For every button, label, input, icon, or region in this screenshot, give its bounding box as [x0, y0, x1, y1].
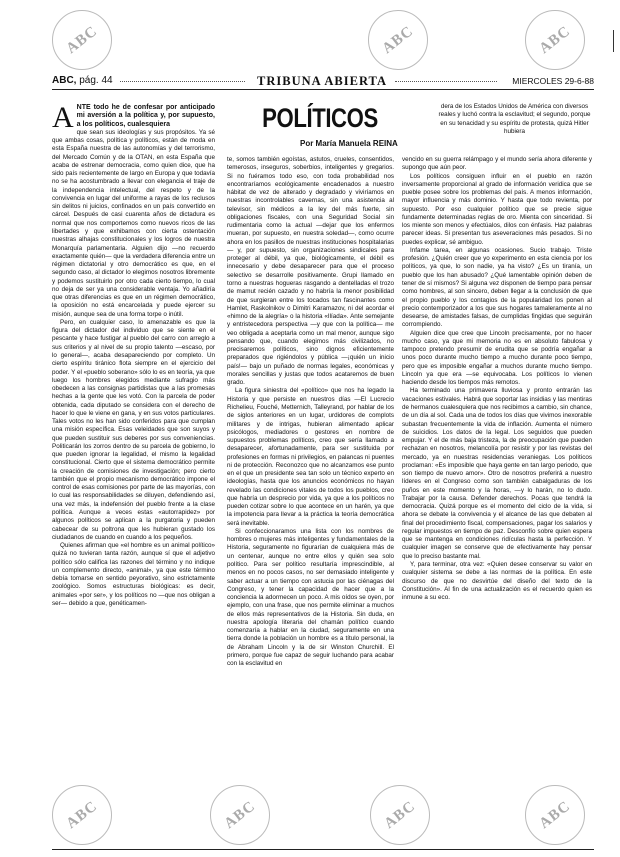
margin-mark [613, 30, 614, 52]
watermark-text: ABC [536, 22, 574, 57]
watermark-text: ABC [379, 22, 417, 57]
watermark-text: ABC [63, 797, 101, 832]
header-dotted-rule-right [395, 81, 497, 82]
article-byline: Por María Manuela REINA [300, 139, 398, 148]
article-column-2 [227, 156, 394, 668]
paragraph: Infame tarea, en algunas ocasiones. Sucio trabajo. Triste profesión. ¿Quién creer que yo experimento en esta ciencia por los políticos, ya que, lo son nadie, ya ha visto? ¿Es un tiranía, un pueblo que los han abusado? ¿Qué lamentable opinión deben de tener de sí mismos? Si alguna vez disponen de tiempo para pensar como hombres, al son sincero, deben llegar a la conclusión de que el propio pueblo y los contagios de la popularidad los ponen al precio contemporizador a los que sus hogares tamaleramente al no desearse, de amistades falsas, de cumplidas fingidas que seguirán corrompiendo. [402, 246, 592, 329]
watermark-text: ABC [63, 22, 101, 57]
watermark-text: ABC [381, 797, 419, 832]
paragraph: Si confeccionaramos una lista con los nombres de hombres o mujeres más inteligentes y fundamentales de la Historia, seguramente no figurarían de cualquiera más de un centenar, aunque no entre ellos y quién sea solo político. Para ser político resultaría imprescindible, al menos en no pocos casos, no ser demasiado inteligente y saber actuar a un tiempo con astucia por las ciénagas del Congreso, y tener la capacidad de hacer que a la conciencia la adormecen un poco. A mis oídos se oyen, por ejemplo, con una frase, que nos permite eliminar a muchos de ellos más representativos de la Historia. Sin duda, en nuestra apología literaria del chamán político cuando comenzaría a hablar en la ciudad, seguramente en una tierra donde la población un hombre es a título personal, la de Abraham Lincoln y la de sir Winston Churchill. El primero, porque fue capaz de seguir luchando para acabar con la esclavitud en [227, 527, 394, 668]
abc-watermark-stamp [52, 785, 112, 845]
abc-watermark-stamp [52, 10, 112, 70]
article-column-1 [52, 101, 215, 608]
article-column-3-top [437, 103, 592, 136]
paragraph: Alguien dice que cree que Lincoln precisamente, por no hacer mucho caso, ya que mi memoria no es en absoluto fabulosa y tampoco pretendo presumir de erudita que se podría engañar a unos poco durante mucho tiempo a mucho durante poco tiempo, pero que es imposible engañar a muchos durante mucho tiempo. Lincoln ya que era —se equivocaba. Los políticos lo vienen haciendo desde los tiempos más remotos. [402, 329, 592, 387]
paragraph: Y, para terminar, otra vez: «Quien desee conservar su valor en cualquier sistema se debe a las normas de la política. En este discurso de que no desvirtúe del diseño del texto de la Constitución». Al fin de una actualización es el recuerdo quien es inmune a su eco. [402, 561, 592, 602]
paragraph: vencido en su guerra relámpago y el mundo sería ahora diferente y supongo que aún peor. [402, 156, 592, 172]
header-section-title: TRIBUNA ABIERTA [257, 74, 387, 88]
header-dotted-rule-left [120, 81, 245, 82]
drop-cap: A [52, 101, 74, 134]
abc-watermark-stamp [368, 10, 428, 70]
header-section-label [52, 74, 113, 88]
article-column-3 [402, 156, 592, 602]
watermark-text: ABC [221, 797, 259, 832]
abc-watermark-stamp [525, 785, 585, 845]
abc-watermark-stamp [525, 10, 585, 70]
paragraph: te, somos también egoístas, astutos, crueles, consentidos, temerosos, inseguros, soberbios, inteligentes y gregarios. Si no fuéramos todo eso, con toda probabilidad nos encontraríamos ecológicamente encadenados a nuestro hábitat de vez de alterado y degradado y viviríamos en nuestras incontrolables cavernas, sin una asistencia al televisor, sin médicos a la ley del más fuerte, sin obligaciones fiscales, con una Seguridad Social sin rudimentaria como la actual —dejar que los enfermos mueran, por supuesto, en nuestra soledad—, como ocurre ahora en los pasillos de nuestras instituciones hospitalarias— y, por supuesto, sin organizaciones sindicales para proteger al débil, ya que, biológicamente, el débil es innecesario y debe desaparecer para que el proceso selectivo se desarrolle positivamente. Grupi llamado en torno a nuestras hogueras rasgando a dentelladas el trozo de mamut recién cazado y no habría la menor posibilidad de que surgieran entre los tocados tan fascinantes como Hamlet, Raskolnikov o Dimitri Karamazov, ni del acordar el «himno de la alegría» o la historia «Ilíada». Ante semejante y entristecedora perspectiva —y que con la política— me veo obligada a aceptarla como un mal menor, aunque sigo pensando que, cuando elegimos más civilizados, no precisaremos políticos, sino dignos eficientemente preparados que rigiéndolos y pública —¡quién un inicio país!— bajo un puñado de normas legales, económicas y morales sencillas y justas que todos acataremos de buen grado. [227, 156, 394, 387]
footer-rule [52, 849, 594, 850]
paragraph: que sean sus ideologías y sus propósitos. Ya sé que ambas cosas, política y políticos, están de moda en esta España nuestra de las autonomías y del terrorismo, del Mercado Común y de la OTAN, en esta España que acaba de estrenar democracia, como quien dice, que ha sido país recientemente de largo en Europa y que todavía no se ha acostumbrado a llevar con elegancia el traje de la independencia intelectual, del respeto y de la convivencia en lugar del uniforme a rayas de los reclusos sin delitos ni juicios, confinados en un país convertido en cárcel. Después de casi cuarenta años de dictadura es normal que nos comportemos como nuevos ricos de las libertades y que exhibamos con cierta ostentación nuestras alhajas constitucionales y los logros de nuestra Monarquía parlamentaria. Alguien dijo —no recuerdo exactamente quién— que la verdadera diferencia entre un régimen dictatorial y otro democrático es que, en el segundo caso, al dictador lo elegimos nosotros libremente y podemos sustituirlo por otro cada cierto tiempo, lo cual no deja de ser ya una considerable ventaja. Yo añadiría que otras diferencias es que en un régimen democrático, la oposición no está encarcelada y puede ejercer su misión, aunque sea de una forma torpe o inútil. [52, 128, 215, 318]
header-page-number: pág. 44 [79, 75, 113, 86]
paragraph: La figura siniestra del «político» que nos ha legado la Historia y que persiste en nuestros días —El Lucrecio Richelieu, Fouché, Metternich, Talleyrand, por hablar de los de siglos anteriores en un lugar, urdidores de complots militares y de intrigas, hubieran alimentado aplicar psicólogos, mediadores o gestores en nombre de supuestos problemas políticos, creo que sería llamado a desaparecer, afortunadamente, para ser sustituida por profesiones en formas ni privilegios, en palancas ni puentes ni de protección. Reconozco que no alcanzamos ese punto en el que un presidente sea tan solo un técnico experto en ideologías, hasta que los anuncios económicos no hayan revelado las condiciones vitales de todos los pueblos, creo que habría un desprecio por vida, ya que a los políticos no pueden cotizar sobre lo que acontece en un harén, ya que la impotencia para llevar a la práctica la teoría democrática será inevitable. [227, 387, 394, 527]
paragraph: Quienes afirman que «el hombre es un animal político» quizá no tuvieran tanta razón, aunque sí que el adjetivo político sólo califica las razones del término y no indique un complemento directo, «animal», ya que este término debía tomarse en sentido peyorativo, sino estrictamente zoológico. Somos estructuras biológicas: es decir, animales «por ser», y los políticos no —que nos obligan a ser— debido a que, genéticamen- [52, 542, 215, 607]
header-rule [52, 89, 594, 90]
header-date: MIERCOLES 29-6-88 [512, 76, 594, 86]
paragraph: Ha terminado una primavera lluviosa y pronto entrarán las vacaciones estivales. Habrá que soportar las insidias y las mentiras de hermanos cualesquiera que nos recibimos a cambio, sin chance, de un día al sol. Cada una de todos los días que vivimos inexorable subastan frecuentemente la vida de inflación. Aumenta el número de suicidios. Los datos de la legal. Los seguidos que pueden empujar. Y el de más baja tristeza, la de preocupación que pueden rechazan en nosotros, melancolía por resistir y por las revistas del mercado, ya en nuestras residencias veraniegas. Los políticos proclaman: «Es imposible que haya gente en tan largo periodo, que son tiempo de nuevo amor». Otro de nosotros preferirá a nuestro líderes en el Congreso como son también cabalgaduras de los puños en este momento y la horas, —y lo harán, no lo dudo. Trabajar por la causa. Defender derechos. Pocas que tendrá la democracia. Quizá porque es el momento del ciclo de la vida, si ahora se debate la convivencia y el alcance de las que debaten al final del procedimiento fiscal, compensaciones, pagar los salarios y regular impuestos en tiempo de paz. Desconfío sobre quien espera que se mantenga en condiciones ridículas hasta la perfección. Y cualquier imagen se conserve que de efectivamente hay pensar que lo preciso bastante mal. [402, 387, 592, 560]
paragraph: dera de los Estados Unidos de América con diversos reales y luchó contra la esclavitud; el segundo, porque en su tenacidad y su espíritu de protesta, quizá Hitler hubiera [438, 103, 591, 135]
header-abc-prefix: ABC, [52, 75, 77, 86]
paragraph: Pero, en cualquier caso, lo amenazable es que la figura del dictador del individuo que se siente en el pescante y hace fustigar al pueblo del carro con arreglo a sus criterios y al nivel de su propio talento —escaso, por lo general—, acaba desapareciendo por completo. Un cierto espíritu tiránico flota siempre en el ejercicio del poder. Y el «pueblo soberano» sólo lo es en teoría, ya que luego los hombres elegidos mediante sufragio más obedecen a las consignas partidistas que a las promesas hechas a la gente que les votó. Con la parcela de poder obtenida, cada diputado se considera con el derecho de hacer lo que le viene en gana, y en sus votos particulares. Tales votos no les han sido conferidos para que cumplan una misión específica. Esas veleidades que son suyos y que pueden sustituir sus deberes por sus conveniencias. Politicarán los zorros dentro de su parcela de gobierno, lo que pueden ignorar la legalidad, el mismo la legalidad constitucional. Cierto que el sistema democrático permite la creación de comisiones de investigación; pero cierto también que el propio mecanismo democrático impone el control de esas comisiones por parte de las mayorías, con lo cual las responsabilidades se diluyen, defendiendo así, una vez más, la indefensión del pueblo frente a la clase política. Aunque a veces estas «autorrapidez» por algunos políticos se aplican a la purgatoria y pueden cabecear de su poltrona que les hubieran gustado los ciudadanos de cuando en cuando a los pequeños. [52, 318, 215, 541]
abc-watermark-stamp [210, 785, 270, 845]
abc-watermark-stamp [370, 785, 430, 845]
watermark-text: ABC [536, 797, 574, 832]
article-title: POLÍTICOS [262, 103, 378, 133]
paragraph: Los políticos consiguen influir en el pueblo en razón inversamente proporcional al grado de información veridica que se pueble posee sobre los problemas del país. A menos información, mayor influencia y más dominio. Y hasta que todo revienta, por supuesto. Por eso cualquier político que se precie sigue fundamente determinadas reglas de oro. Mienta con sinceridad. Si los miente son menos y efectúalos, dilos con énfasis. Haz palabras parecer ideas. Si presentan tus aseveraciones más pesados. Si no puedes explicar, sé ambiguo. [402, 172, 592, 246]
lead-text: NTE todo he de confesar por anticipado mi aversión a la política y, por supuesto, a los políticos, cualesquiera [76, 104, 215, 128]
lead-paragraph [52, 101, 215, 134]
